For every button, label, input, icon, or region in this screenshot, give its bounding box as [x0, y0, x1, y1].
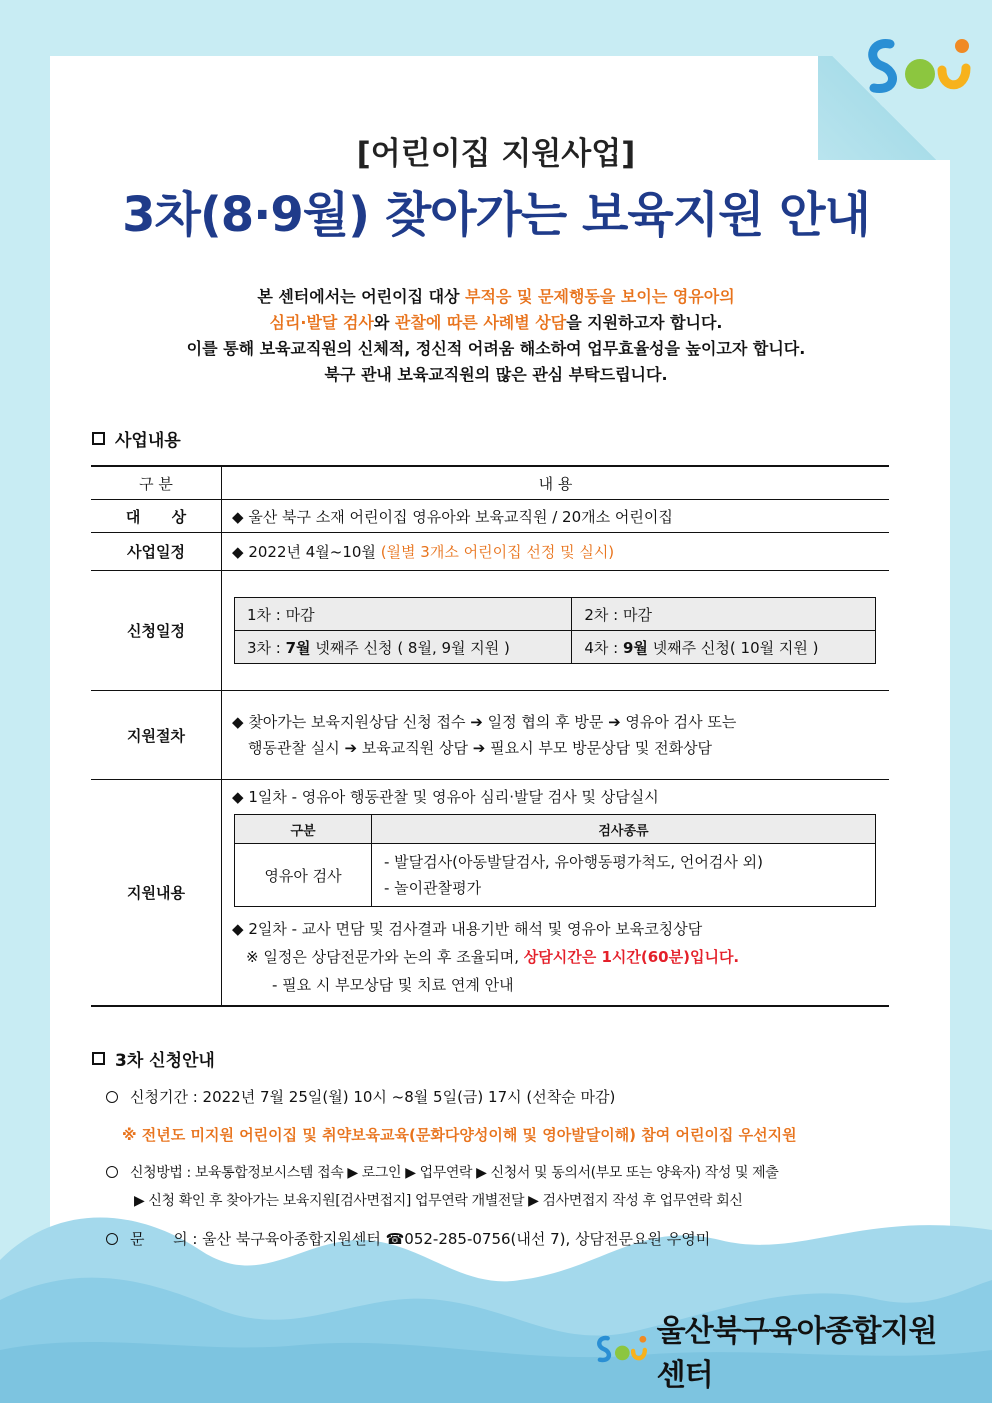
- row-procedure-text: ◆ 찾아가는 보육지원상담 신청 접수 ➔ 일정 협의 후 방문 ➔ 영유아 검사 또는 행동관찰 실시 ➔ 보육교직원 상담 ➔ 필요시 부모 방문상담 및 전화상담: [222, 691, 890, 780]
- apply-method-line1: 신청방법 : 보육통합정보시스템 접속 ▶ 로그인 ▶ 업무연락 ▶ 신청서 및 동의서(부모 또는 양육자) 작성 및 제출: [106, 1162, 778, 1182]
- col-head-category: 구 분: [91, 466, 222, 500]
- sub-head-test-type: 검사종류: [372, 815, 876, 844]
- apply-round-1: 1차 : 마감: [235, 598, 572, 631]
- apply-round-2: 2차 : 마감: [572, 598, 876, 631]
- checkbox-square-icon: [92, 1052, 105, 1065]
- checkbox-square-icon: [92, 432, 105, 445]
- col-head-content: 내 용: [222, 466, 890, 500]
- apply-round-3: 3차 : 7월 넷째주 신청 ( 8월, 9월 지원 ): [235, 631, 572, 664]
- footer-logo: [594, 1314, 954, 1393]
- contact-info: 문 의 : 울산 북구육아종합지원센터 ☎052-285-0756(내선 7), 상담전문요원 우영미: [106, 1228, 710, 1249]
- center-logo-icon: [862, 30, 978, 106]
- section-heading-business: 사업내용: [92, 426, 181, 451]
- sub-row-label: 영유아 검사: [235, 844, 372, 907]
- row-label-procedure: 지원절차: [91, 691, 222, 780]
- row-apply-content: [222, 571, 890, 691]
- row-support-content: [222, 780, 890, 1007]
- apply-method-line2: ▶ 신청 확인 후 찾아가는 보육지원[검사면접지] 업무연락 개별전달 ▶ 검사면접지 작성 후 업무연락 회신: [134, 1193, 743, 1209]
- circle-bullet-icon: [106, 1233, 118, 1245]
- center-logo-small-icon: [594, 1322, 651, 1378]
- sub-row-tests: - 발달검사(아동발달검사, 유아행동평가척도, 언어검사 외) - 놀이관찰평가: [372, 844, 876, 907]
- row-label-apply: 신청일정: [91, 571, 222, 691]
- apply-schedule-table: [234, 597, 876, 664]
- page-subtitle: [어린이집 지원사업]: [356, 136, 636, 172]
- footer-org-name: 울산북구육아종합지원센터: [656, 1314, 937, 1393]
- day1-text: ◆ 1일차 - 영유아 행동관찰 및 영유아 심리·발달 검사 및 상담실시: [232, 788, 659, 806]
- day2-block: ◆ 2일차 - 교사 면담 및 검사결과 내용기반 해석 및 영유아 보육코칭상담 ※ 일정은 상담전문가와 논의 후 조율되며, 상담시간은 1시간(60분)입니다. - 필요 시 부모상담 및 치료 연계 안내: [232, 920, 740, 994]
- row-label-support: 지원내용: [91, 780, 222, 1007]
- test-type-table: [234, 814, 876, 907]
- circle-bullet-icon: [106, 1091, 118, 1103]
- page-title: 3차(8·9월) 찾아가는 보육지원 안내: [122, 187, 870, 243]
- apply-period: 신청기간 : 2022년 7월 25일(월) 10시 ~8월 5일(금) 17시 (선착순 마감): [106, 1086, 615, 1107]
- row-label-target: 대 상: [91, 500, 222, 533]
- priority-note: ※ 전년도 미지원 어린이집 및 취약보육교육(문화다양성이해 및 영아발달이해) 참여 어린이집 우선지원: [122, 1126, 797, 1144]
- business-table: [91, 465, 889, 1007]
- circle-bullet-icon: [106, 1166, 118, 1178]
- apply-round-4: 4차 : 9월 넷째주 신청( 10월 지원 ): [572, 631, 876, 664]
- section-heading-apply: 3차 신청안내: [92, 1046, 215, 1071]
- row-schedule-text: ◆ 2022년 4월~10월 (월별 3개소 어린이집 선정 및 실시): [222, 533, 890, 571]
- row-label-schedule: 사업일정: [91, 533, 222, 571]
- intro-paragraph: 본 센터에서는 어린이집 대상 부적응 및 문제행동을 보이는 영유아의 심리·발달 검사와 관찰에 따른 사례별 상담을 지원하고자 합니다. 이를 통해 보육교직원의 신체적, 정신적 어려움 해소하여 업무효율성을 높이고자 합니다. 북구 관내 보육교직원의 많은 관심 부탁드립니다.: [186, 287, 806, 384]
- sub-head-category: 구분: [235, 815, 372, 844]
- row-target-text: ◆ 울산 북구 소재 어린이집 영유아와 보육교직원 / 20개소 어린이집: [222, 500, 890, 533]
